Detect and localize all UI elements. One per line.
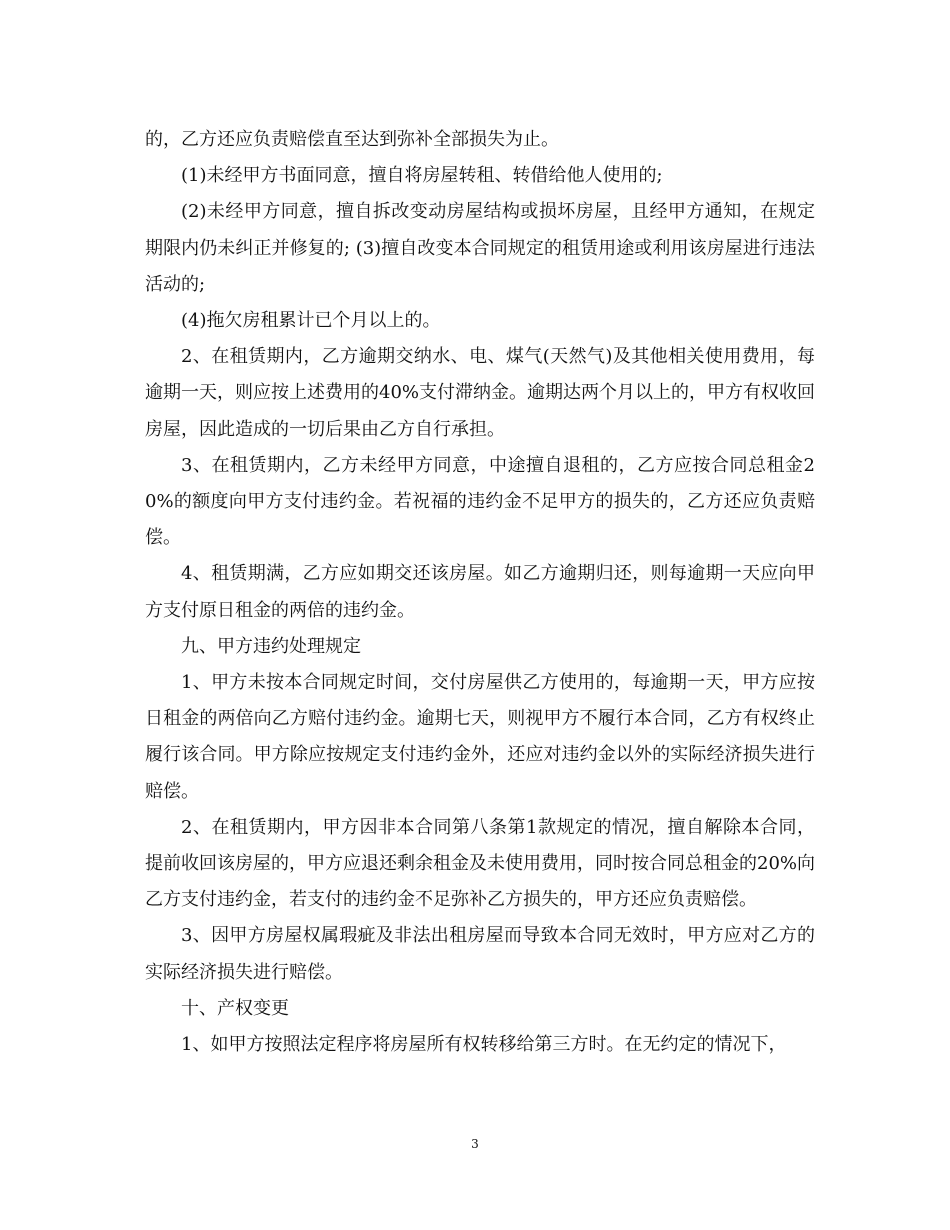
paragraph-5: 2、在租赁期内，乙方逾期交纳水、电、煤气(天然气)及其他相关使用费用，每逾期一天，则应按上述费用的40%支付滞纳金。逾期达两个月以上的，甲方有权收回房屋，因此造成的一切后果由乙方自行承担。 — [145, 346, 816, 440]
paragraph-6: 3、在租赁期内，乙方未经甲方同意，中途擅自退租的，乙方应按合同总租金20%的额度向甲方支付违约金。若祝福的违约金不足甲方的损失的，乙方还应负责赔偿。 — [145, 454, 815, 549]
paragraph-10: 2、在租赁期内，甲方因非本合同第八条第1款规定的情况，擅自解除本合同，提前收回该房屋的，甲方应退还剩余租金及未使用费用，同时按合同总租金的20%向乙方支付违约金，若支付的违约金不足弥补乙方损失的，甲方还应负责赔偿。 — [145, 816, 816, 911]
paragraph-13: 1、如甲方按照法定程序将房屋所有权转移给第三方时。在无约定的情况下， — [181, 1034, 787, 1056]
paragraph-9: 1、甲方未按本合同规定时间，交付房屋供乙方使用的，每逾期一天，甲方应按日租金的两倍向乙方赔付违约金。逾期七天，则视甲方不履行本合同，乙方有权终止履行该合同。甲方除应按规定支付违约金外，还应对违约金以外的实际经济损失进行赔偿。 — [145, 672, 815, 802]
section-heading-9: 九、甲方违约处理规定 — [181, 635, 361, 657]
paragraph-3: (2)未经甲方同意，擅自拆改变动房屋结构或损坏房屋，且经甲方通知，在规定期限内仍未纠正并修复的; (3)擅自改变本合同规定的租赁用途或利用该房屋进行违法活动的; — [145, 201, 815, 295]
document-body — [145, 122, 815, 1063]
paragraph-2: (1)未经甲方书面同意，擅自将房屋转租、转借给他人使用的; — [181, 165, 663, 187]
paragraph-7: 4、租赁期满，乙方应如期交还该房屋。如乙方逾期归还，则每逾期一天应向甲方支付原日租金的两倍的违约金。 — [145, 563, 815, 621]
paragraph-1: 的，乙方还应负责赔偿直至达到弥补全部损失为止。 — [145, 129, 559, 150]
paragraph-11: 3、因甲方房屋权属瑕疵及非法出租房屋而导致本合同无效时，甲方应对乙方的实际经济损失进行赔偿。 — [145, 925, 815, 983]
page-number: 3 — [471, 1137, 479, 1151]
section-heading-10: 十、产权变更 — [181, 997, 289, 1019]
paragraph-4: (4)拖欠房租累计已个月以上的。 — [181, 310, 441, 332]
